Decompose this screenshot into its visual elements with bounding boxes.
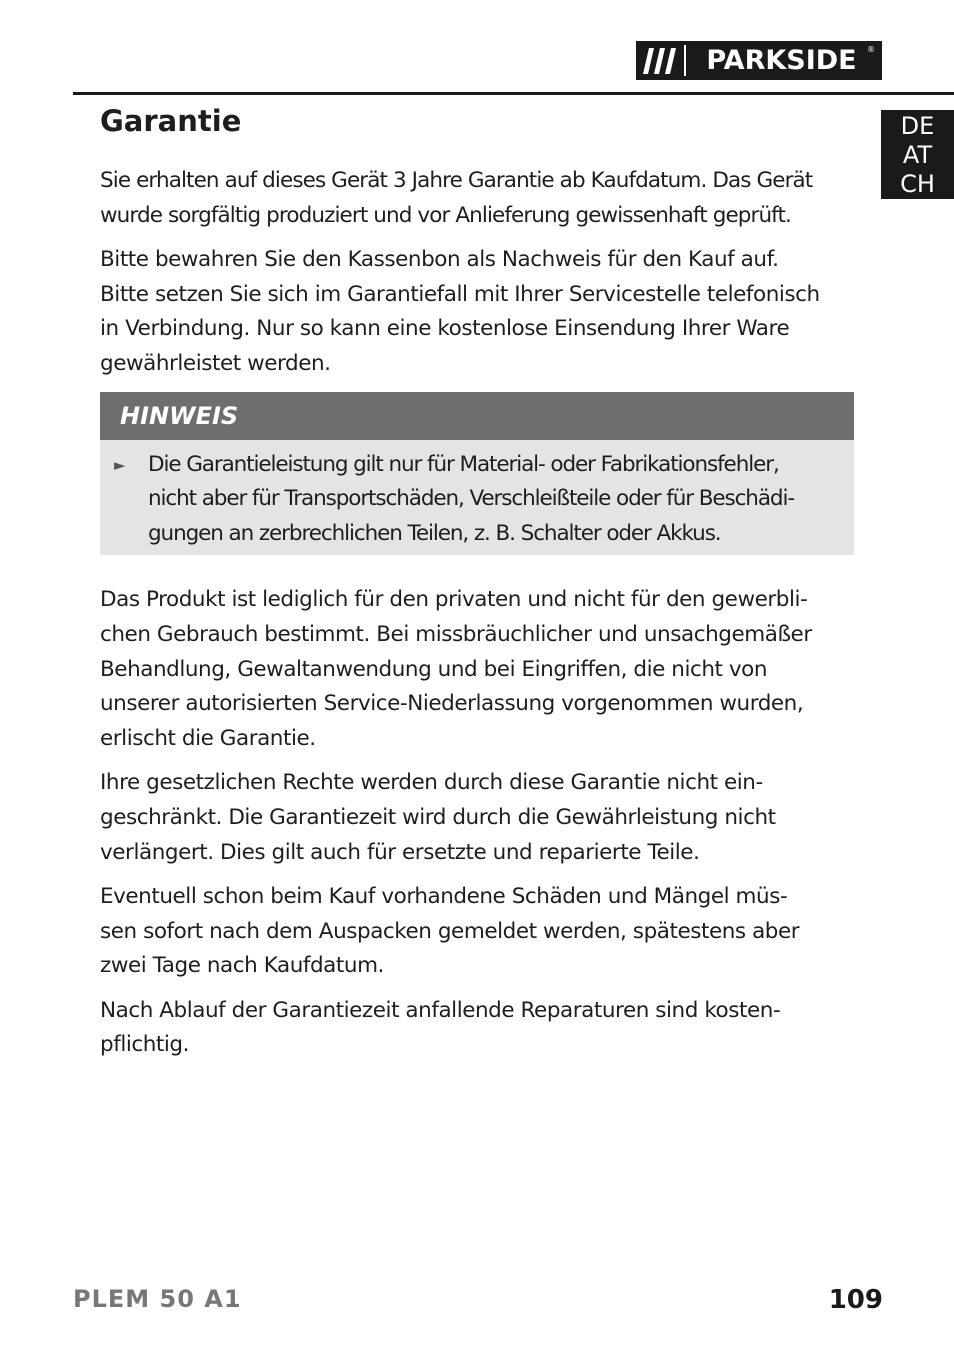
brand-slashes-icon	[638, 43, 682, 78]
language-at: AT	[902, 141, 933, 169]
section-title: Garantie	[100, 104, 242, 138]
brand-name	[684, 45, 877, 76]
paragraph-receipt: Bitte bewahren Sie den Kassenbon als Nachweis für den Kauf auf. Bitte setzen Sie sich im Garantiefall mit Ihrer Servicestelle telefonisch in Verbindung. Nur so kann eine kostenlose Einsendung Ihrer Ware gewährleistet werden.	[100, 247, 820, 376]
note-box	[100, 392, 854, 556]
paragraph-private-use: Das Produkt ist lediglich für den privaten und nicht für den gewerbli- chen Gebrauch bestimmt. Bei missbräuchlicher und unsachgemäßer Behandlung, Gewaltanwendung und bei Eingriffen, die nicht von unserer autorisierten Service-Niederlassung vorgenommen wurden, erlischt die Garantie.	[100, 587, 812, 751]
language-ch: CH	[900, 170, 935, 198]
footer-model-number: PLEM 50 A1	[73, 1285, 242, 1313]
section-content	[100, 164, 860, 1073]
paragraph-repairs-after-warranty: Nach Ablauf der Garantiezeit anfallende Reparaturen sind kosten- pflichtig.	[100, 997, 781, 1058]
parkside-logo	[636, 41, 882, 80]
language-tab	[881, 110, 954, 199]
header-rule	[73, 92, 954, 95]
paragraph-warranty-period: Sie erhalten auf dieses Gerät 3 Jahre Garantie ab Kaufdatum. Das Gerät wurde sorgfältig produziert und vor Anlieferung gewissenhaft geprüft.	[100, 168, 813, 228]
note-text: Die Garantieleistung gilt nur für Material- oder Fabrikationsfehler, nicht aber für Transportschäden, Verschleißteile oder für Beschädi- gungen an zerbrechlichen Teilen, z. B. Schalter oder Akkus.	[148, 451, 794, 546]
language-de: DE	[900, 112, 935, 140]
paragraph-existing-damage: Eventuell schon beim Kauf vorhandene Schäden und Mängel müs- sen sofort nach dem Auspacken gemeldet werden, spätestens aber zwei Tage nach Kaufdatum.	[100, 884, 800, 979]
brand-name-text: PARKSIDE	[706, 45, 857, 76]
bullet-arrow-icon: ►	[114, 455, 126, 474]
note-body	[100, 440, 854, 556]
note-heading: HINWEIS	[100, 392, 854, 440]
footer-page-number: 109	[828, 1285, 883, 1315]
registered-mark: ®	[867, 45, 875, 54]
paragraph-legal-rights: Ihre gesetzlichen Rechte werden durch diese Garantie nicht ein- geschränkt. Die Garantiezeit wird durch die Gewährleistung nicht verlängert. Dies gilt auch für ersetzte und reparierte Teile.	[100, 770, 776, 865]
